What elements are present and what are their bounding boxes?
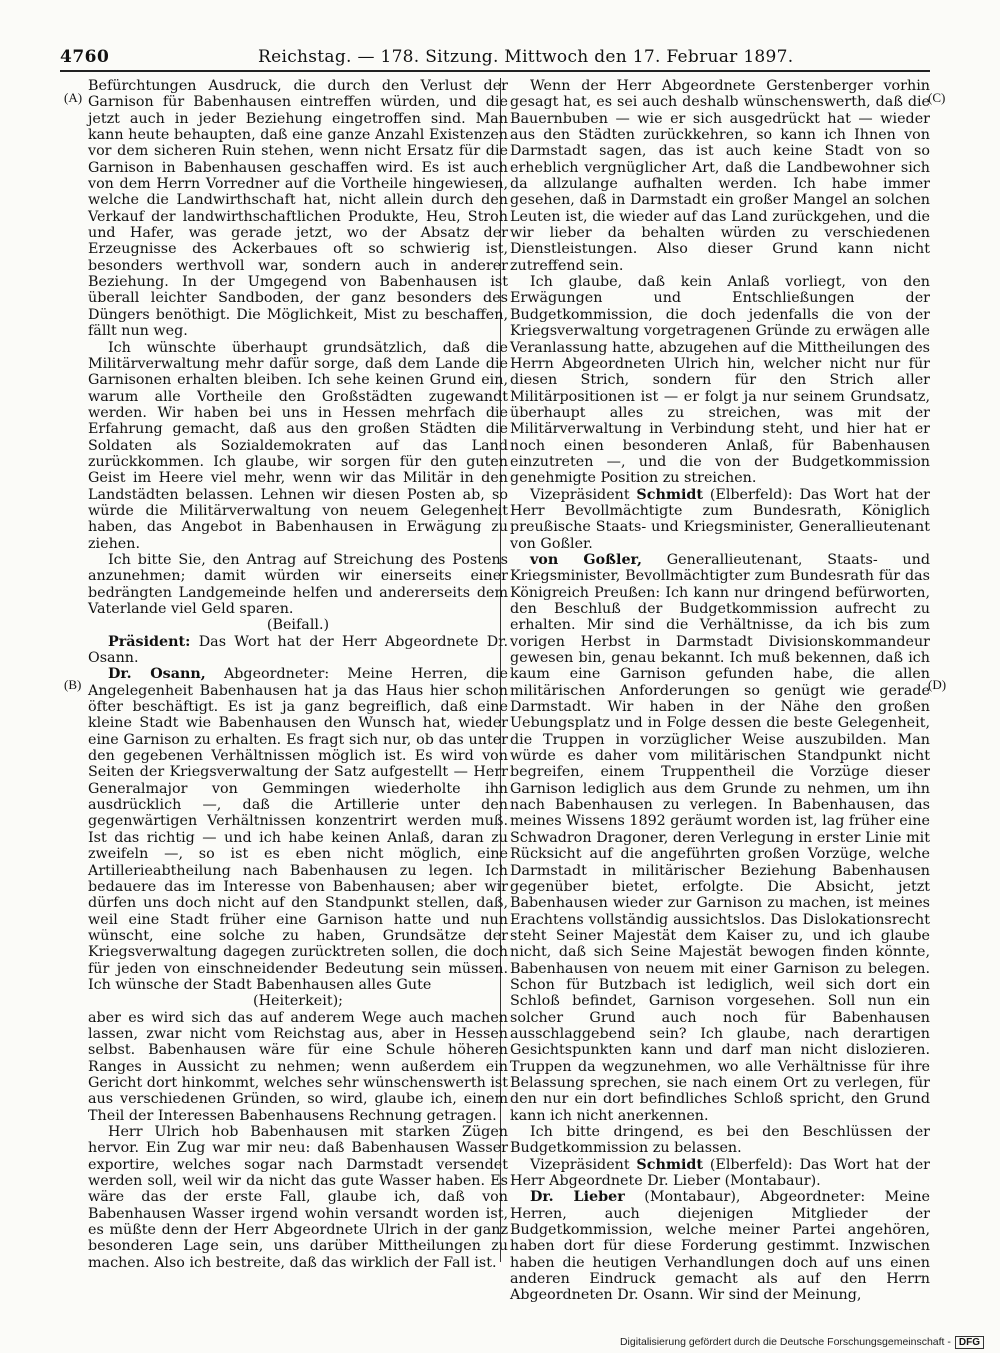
paragraph: Ich wünschte überhaupt grundsätzlich, daß die Militärverwaltung mehr dafür sorge, daß dem Lande die Garnisonen erhalten bleiben. Ich sehe keinen Grund ein, warum alle Vortheile den Großstädten zugewandt werden. Wir haben bei uns in Hessen mehrfach die Erfahrung gemacht, daß aus den großen Städten die Soldaten als Sozialdemokraten auf das Land zurückkommen. Ich glaube, wir sorgen für den guten Geist im Heere viel mehr, wenn wir das Militär in den Landstädten belassen. Lehnen wir diesen Posten ab, so würde die Militärverwaltung von neuem Gelegenheit haben, das Angebot in Babenhausen in Erwägung zu ziehen. [88, 339, 508, 552]
digitization-credit [620, 1336, 984, 1349]
page-number: 4760 [60, 47, 110, 67]
interjection-applause: (Beifall.) [266, 617, 330, 634]
speech-text: Das Wort hat der Herr Abgeordnete Dr. Osann. [88, 633, 509, 667]
interjection-laughter: (Heiterkeit); [253, 993, 343, 1010]
margin-marker-b: (B) [64, 677, 82, 692]
speaker-name: Schmidt [636, 1156, 704, 1173]
running-title: Reichstag. — 178. Sitzung. Mittwoch den 17. Februar 1897. [258, 47, 794, 67]
paragraph: Wenn der Herr Abgeordnete Gerstenberger vorhin gesagt hat, es sei auch deshalb wünschenswerth, daß die Bauernbuben — wie er sich ausgedrückt hat — wieder aus den Städten zurückkehren, so kann ich Ihnen von Darmstadt sagen, das ist auch keine Stadt von so erheblich vergnüglicher Art, daß die Landbewohner sich da allzulange aufhalten werden. Ich habe immer gesehen, daß in Darmstadt ein großer Mangel an solchen Leuten ist, die wieder auf das Land zurückgehen, und die wir lieber da behalten würden zu verschiedenen Dienstleistungen. Also dieser Grund kann nicht zutreffend sein. [510, 78, 930, 274]
speaker-name: Schmidt [636, 486, 704, 503]
paragraph: Ich bitte Sie, den Antrag auf Streichung des Postens anzunehmen; damit würden wir einerseits einer bedrängten Landgemeinde helfen und andererseits dem Vaterlande viel Geld sparen. [88, 551, 508, 617]
speaker-name: Dr. Lieber [530, 1189, 625, 1206]
speech-text: Abgeordneter: Meine Herren, die Angelegenheit Babenhausen hat ja das Haus hier schon öfter beschäftigt. Es ist ja ganz begreiflich, daß eine kleine Stadt wie Babenhausen den Wunsch hat, wieder eine Garnison zu erhalten. Es fragt sich nur, ob das unter den gegebenen Verhältnissen möglich ist. Es wird von Seiten der Kriegsverwaltung der Satz aufgestellt — Herr Generalmajor von Gemmingen wiederholte ihn ausdrücklich —, daß die Artillerie unter den gegenwärtigen Verhältnissen konzentrirt werden muß. Ist das richtig — und ich habe keinen Anlaß, daran zu zweifeln —, so ist es eben nicht möglich, eine Artillerieabtheilung nach Babenhausen zu legen. Ich bedauere das im Interesse von Babenhausen; aber wir dürfen uns doch nicht auf den Standpunkt stellen, daß, weil eine Stadt früher eine Garnison hatte und nun wünscht, eine solche zu haben, Grundsätze der Kriegsverwaltung dagegen zurücktreten sollen, die doch für jeden von einschneidender Bedeutung sein müssen. Ich wünsche der Stadt Babenhausen alles Gute [88, 666, 509, 993]
speaker-paragraph [510, 1189, 930, 1303]
speaker-paragraph [510, 487, 930, 552]
speaker-paragraph [88, 634, 508, 667]
speaker-name: Dr. Osann, [108, 666, 206, 683]
paragraph: aber es wird sich das auf anderem Wege auch machen lassen, zwar nicht vom Reichstag aus, aber in Hessen selbst. Babenhausen wäre für eine Schule höheren Ranges in Aussicht zu nehmen; wenn außerdem ein Gericht dort hinkommt, welches sehr wünschenswerth ist aus verschiedenen Gründen, so wird, glaube ich, einem Theil der Interessen Babenhausens Rechnung getragen. [88, 1009, 508, 1124]
speaker-title: Vizepräsident [530, 1156, 630, 1173]
speech-text: Generallieutenant, Staats- und Kriegsminister, Bevollmächtigter zum Bundesrath für das Königreich Preußen: Ich kann nur dringend befürworten, den Beschluß der Budgetkommission aufrecht zu erhalten. Mir sind die Verhältnisse, da ich bis zum vorigen Herbst in Darmstadt Divisionskommandeur gewesen bin, genau bekannt. Ich muß bekennen, daß ich kaum eine Garnison gefunden habe, die allen militärischen Anforderungen so genügt wie gerade Darmstadt. Wir haben in der Nähe den großen Uebungsplatz und in Folge dessen die beste Gelegenheit, die Truppen in vorzüglicher Weise auszubilden. Man würde es daher vom militärischen Standpunkt nicht begreifen, einem Truppentheil die Vorzüge dieser Garnison lediglich aus dem Grunde zu nehmen, um ihn nach Babenhausen zu verlegen. In Babenhausen, das meines Wissens 1892 geräumt worden ist, lag früher eine Schwadron Dragoner, deren Verlegung in erster Linie mit Rücksicht auf die angeführten großen Vorzüge, welche Darmstadt in militärischer Beziehung Babenhausen gegenüber bietet, erfolgte. Die Absicht, jetzt Babenhausen wieder zur Garnison zu machen, ist meines Erachtens vollständig aussichtslos. Das Dislokationsrecht steht Seiner Majestät dem Kaiser zu, und ich glaube nicht, daß sich Seine Majestät bewogen finden könnte, Babenhausen von neuem mit einer Garnison zu belegen. Schon für Butzbach ist lediglich, weil sich dort ein Schloß befindet, Garnison vorgesehen. Soll nun ein solcher Grund auch noch für Babenhausen ausschlaggebend sein? Ich glaube, nach derartigen Gesichtspunkten kann und darf man nicht dislozieren. Truppen da wegzunehmen, wo alle Verhältnisse für ihre Belassung sprechen, sie nach einem Ort zu verlegen, für den nur ein dort befindliches Schloß spricht, den Grund kann ich nicht anerkennen. [510, 551, 931, 1124]
margin-marker-d: (D) [928, 677, 947, 692]
speaker-paragraph [510, 552, 930, 1124]
paragraph: Ich bitte dringend, es bei den Beschlüssen der Budgetkommission zu belassen. [510, 1124, 930, 1157]
speaker-paragraph [88, 666, 508, 993]
paragraph: Ich glaube, daß kein Anlaß vorliegt, von den Erwägungen und Entschließungen der Budgetkommission, die doch jedenfalls die von der Kriegsverwaltung vorgetragenen Gründe zu erwägen alle Veranlassung hatte, abzugehen auf die Mittheilungen des Herrn Abgeordneten Ulrich hin, welcher nicht nur für diesen Strich, sondern für den Strich aller Militärpositionen ist — er folgt ja nur seinem Grundsatz, überhaupt alles zu streichen, was mit der Militärverwaltung in Verbindung steht, und hier hat er noch einen besonderen Anlaß, für Babenhausen einzutreten —, und die von der Budgetkommission genehmigte Position zu streichen. [510, 274, 930, 487]
dfg-logo: DFG [955, 1336, 984, 1349]
speaker-paragraph [510, 1157, 930, 1190]
speaker-title: Vizepräsident [530, 486, 630, 503]
right-column [510, 78, 930, 1304]
credit-text: Digitalisierung gefördert durch die Deutsche Forschungsgemeinschaft - [619, 1336, 951, 1348]
speech-text: (Montabaur), Abgeordneter: Meine Herren, auch diejenigen Mitglieder der Budgetkommission, welche meiner Partei angehören, haben dort für diese Forderung gestimmt. Inzwischen haben die heutigen Verhandlungen doch auf uns einen anderen Eindruck gemacht als auf den Herrn Abgeordneten Dr. Osann. Wir sind der Meinung, [510, 1189, 931, 1304]
speech-text: (Elberfeld): Das Wort hat der Herr Bevollmächtigte zum Bundesrath, Königlich preußische Staats- und Kriegsminister, Generallieutenant von Goßler. [510, 486, 931, 552]
page-header [60, 46, 930, 72]
margin-marker-c: (C) [928, 90, 946, 105]
paragraph: Herr Ulrich hob Babenhausen mit starken Zügen hervor. Ein Zug war mir neu: daß Babenhausen Wasser exportire, welches sogar nach Darmstadt versendet werden soll, weil wir da nicht das gute Wasser haben. Es wäre das der erste Fall, glaube ich, daß von Babenhausen Wasser irgend wohin versandt worden ist, es müßte denn der Herr Abgeordnete Ulrich in der ganz besonderen Lage sein, uns darüber Mittheilungen zu machen. Also ich bestreite, daß das wirklich der Fall ist. [88, 1124, 508, 1271]
speaker-name: Präsident: [108, 633, 191, 650]
left-column [88, 78, 508, 1271]
margin-marker-a: (A) [64, 90, 83, 105]
speaker-name: von Goßler, [530, 551, 643, 568]
paragraph: Befürchtungen Ausdruck, die durch den Verlust der Garnison für Babenhausen eintreffen würden, und die jetzt auch in jeder Beziehung eingetroffen sind. Man kann heute behaupten, daß eine ganze Anzahl Existenzen vor dem sicheren Ruin stehen, wenn nicht Ersatz für die Garnison in Babenhausen geschaffen wird. Es ist auch von dem Herrn Vorredner auf die Vortheile hingewiesen, welche die Landwirthschaft hat, nicht allein durch den Verkauf der landwirthschaftlichen Produkte, Heu, Stroh und Hafer, was gerade jetzt, wo der Absatz der Erzeugnisse des Ackerbaues oft so schwierig ist, besonders werthvoll war, sondern auch in anderer Beziehung. In der Umgegend von Babenhausen ist überall leichter Sandboden, der ganz besonders des Düngers benöthigt. Die Möglichkeit, Mist zu beschaffen, fällt nun weg. [88, 78, 508, 340]
speech-text: (Elberfeld): Das Wort hat der Herr Abgeordnete Dr. Lieber (Montabaur). [510, 1156, 931, 1190]
